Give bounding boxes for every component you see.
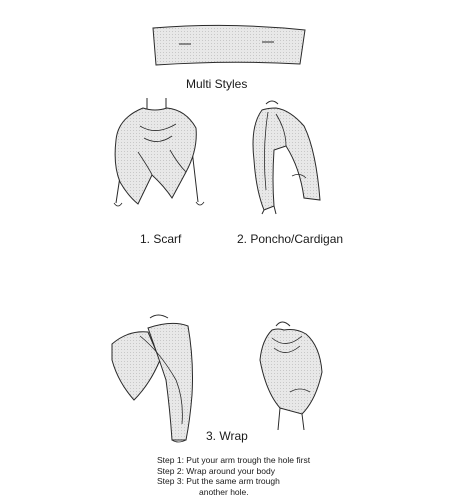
poncho-cardigan-icon [253, 101, 320, 214]
step-3-continuation: another hole. [199, 486, 249, 497]
wrap-label: 3. Wrap [206, 429, 248, 443]
wrap-steps [157, 455, 310, 497]
step-3: Step 3: Put the same arm trough [157, 476, 280, 486]
poncho-front-icon [260, 322, 322, 430]
scarf-style-icon [114, 98, 204, 206]
wrap-style-icon [112, 315, 193, 442]
diagram-title: Multi Styles [186, 77, 248, 91]
poncho-cardigan-label: 2. Poncho/Cardigan [237, 232, 344, 246]
step-2: Step 2: Wrap around your body [157, 465, 275, 476]
flat-scarf-icon [153, 25, 305, 65]
scarf-label: 1. Scarf [140, 232, 182, 246]
step-1: Step 1: Put your arm trough the hole first [157, 455, 311, 465]
